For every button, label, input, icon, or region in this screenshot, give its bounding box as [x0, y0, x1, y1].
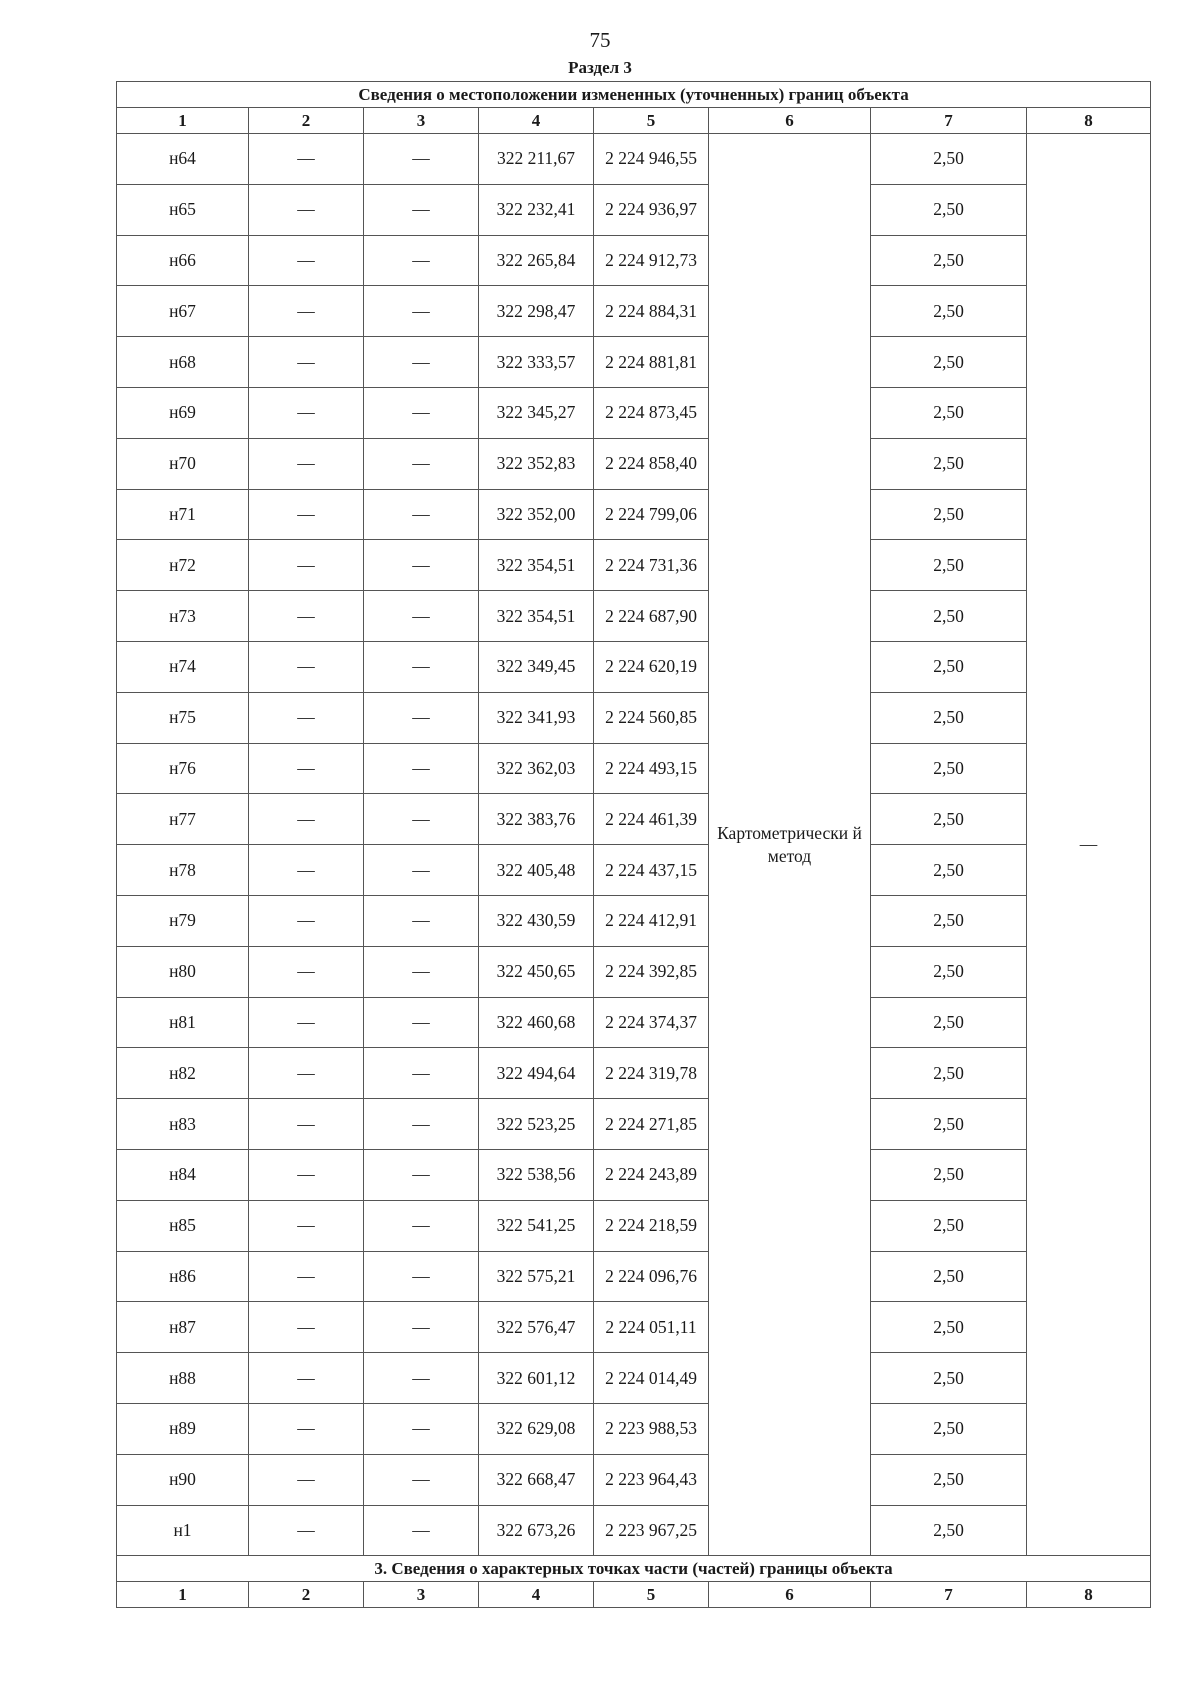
y-coordinate-cell: 2 224 243,89 — [594, 1149, 709, 1200]
table-row — [117, 845, 1151, 896]
x-coordinate-cell: 322 362,03 — [479, 743, 594, 794]
y-coordinate-cell: 2 224 493,15 — [594, 743, 709, 794]
col2-cell: — — [249, 489, 364, 540]
page-number: 75 — [589, 28, 611, 52]
col2-cell: — — [249, 794, 364, 845]
y-coordinate-cell: 2 224 051,11 — [594, 1302, 709, 1353]
x-coordinate-cell: 322 450,65 — [479, 946, 594, 997]
column-header: 3 — [364, 108, 479, 134]
col2-cell: — — [249, 946, 364, 997]
col3-cell: — — [364, 1200, 479, 1251]
boundary-points-table — [116, 81, 1151, 1608]
table-row — [117, 1200, 1151, 1251]
accuracy-cell: 2,50 — [871, 286, 1027, 337]
point-name-cell: н74 — [117, 641, 249, 692]
section-title: Раздел 3 — [568, 58, 632, 77]
col3-cell: — — [364, 337, 479, 388]
col2-cell: — — [249, 184, 364, 235]
accuracy-cell: 2,50 — [871, 692, 1027, 743]
point-name-cell: н86 — [117, 1251, 249, 1302]
table-row — [117, 895, 1151, 946]
col2-cell: — — [249, 895, 364, 946]
accuracy-cell: 2,50 — [871, 997, 1027, 1048]
col2-cell: — — [249, 286, 364, 337]
table-row — [117, 1149, 1151, 1200]
x-coordinate-cell: 322 601,12 — [479, 1353, 594, 1404]
col2-cell: — — [249, 1048, 364, 1099]
y-coordinate-cell: 2 223 988,53 — [594, 1403, 709, 1454]
col2-cell: — — [249, 1099, 364, 1150]
col3-cell: — — [364, 895, 479, 946]
point-name-cell: н1 — [117, 1505, 249, 1556]
accuracy-cell: 2,50 — [871, 1505, 1027, 1556]
col3-cell: — — [364, 1099, 479, 1150]
col2-cell: — — [249, 591, 364, 642]
col3-cell: — — [364, 997, 479, 1048]
col2-cell: — — [249, 134, 364, 185]
col3-cell: — — [364, 438, 479, 489]
accuracy-cell: 2,50 — [871, 1353, 1027, 1404]
x-coordinate-cell: 322 232,41 — [479, 184, 594, 235]
column-header: 1 — [117, 108, 249, 134]
accuracy-cell: 2,50 — [871, 641, 1027, 692]
col3-cell: — — [364, 1403, 479, 1454]
x-coordinate-cell: 322 354,51 — [479, 591, 594, 642]
x-coordinate-cell: 322 211,67 — [479, 134, 594, 185]
column-header: 4 — [479, 108, 594, 134]
method-text: Картометрически й метод — [717, 822, 862, 866]
col3-cell: — — [364, 1505, 479, 1556]
table-row — [117, 438, 1151, 489]
col3-cell: — — [364, 1302, 479, 1353]
table-row — [117, 540, 1151, 591]
table-row — [117, 337, 1151, 388]
y-coordinate-cell: 2 224 218,59 — [594, 1200, 709, 1251]
accuracy-cell: 2,50 — [871, 540, 1027, 591]
col2-cell: — — [249, 641, 364, 692]
accuracy-cell: 2,50 — [871, 1149, 1027, 1200]
y-coordinate-cell: 2 224 687,90 — [594, 591, 709, 642]
column-header: 8 — [1027, 108, 1151, 134]
col2-cell: — — [249, 235, 364, 286]
col3-cell: — — [364, 794, 479, 845]
y-coordinate-cell: 2 224 014,49 — [594, 1353, 709, 1404]
x-coordinate-cell: 322 668,47 — [479, 1454, 594, 1505]
subsection-title-row — [117, 1556, 1151, 1582]
col3-cell: — — [364, 1149, 479, 1200]
table-row — [117, 692, 1151, 743]
table-row — [117, 743, 1151, 794]
x-coordinate-cell: 322 352,00 — [479, 489, 594, 540]
table-row — [117, 1099, 1151, 1150]
point-name-cell: н83 — [117, 1099, 249, 1150]
table-row — [117, 184, 1151, 235]
y-coordinate-cell: 2 224 873,45 — [594, 387, 709, 438]
table-row — [117, 1353, 1151, 1404]
method-cell — [709, 134, 871, 1556]
col2-cell: — — [249, 438, 364, 489]
table-row — [117, 794, 1151, 845]
accuracy-cell: 2,50 — [871, 337, 1027, 388]
table-row — [117, 1403, 1151, 1454]
col3-cell: — — [364, 134, 479, 185]
col3-cell: — — [364, 845, 479, 896]
col2-cell: — — [249, 1302, 364, 1353]
table-row — [117, 489, 1151, 540]
col2-cell: — — [249, 540, 364, 591]
point-name-cell: н73 — [117, 591, 249, 642]
col2-cell: — — [249, 337, 364, 388]
col2-cell: — — [249, 692, 364, 743]
table-row — [117, 387, 1151, 438]
x-coordinate-cell: 322 541,25 — [479, 1200, 594, 1251]
x-coordinate-cell: 322 673,26 — [479, 1505, 594, 1556]
col3-cell: — — [364, 1251, 479, 1302]
accuracy-cell: 2,50 — [871, 1302, 1027, 1353]
col3-cell: — — [364, 946, 479, 997]
y-coordinate-cell: 2 224 912,73 — [594, 235, 709, 286]
table-row — [117, 591, 1151, 642]
table-row — [117, 1048, 1151, 1099]
x-coordinate-cell: 322 538,56 — [479, 1149, 594, 1200]
table-row — [117, 997, 1151, 1048]
x-coordinate-cell: 322 349,45 — [479, 641, 594, 692]
column-header: 3 — [364, 1582, 479, 1608]
y-coordinate-cell: 2 224 881,81 — [594, 337, 709, 388]
point-name-cell: н68 — [117, 337, 249, 388]
x-coordinate-cell: 322 494,64 — [479, 1048, 594, 1099]
point-name-cell: н72 — [117, 540, 249, 591]
y-coordinate-cell: 2 224 731,36 — [594, 540, 709, 591]
col3-cell: — — [364, 387, 479, 438]
column-header: 2 — [249, 108, 364, 134]
col2-cell: — — [249, 1403, 364, 1454]
point-name-cell: н69 — [117, 387, 249, 438]
y-coordinate-cell: 2 223 964,43 — [594, 1454, 709, 1505]
point-name-cell: н81 — [117, 997, 249, 1048]
x-coordinate-cell: 322 341,93 — [479, 692, 594, 743]
column-header: 2 — [249, 1582, 364, 1608]
point-name-cell: н82 — [117, 1048, 249, 1099]
point-name-cell: н84 — [117, 1149, 249, 1200]
col3-cell: — — [364, 235, 479, 286]
col2-cell: — — [249, 743, 364, 794]
y-coordinate-cell: 2 224 461,39 — [594, 794, 709, 845]
table-row — [117, 134, 1151, 185]
accuracy-cell: 2,50 — [871, 489, 1027, 540]
col2-cell: — — [249, 1505, 364, 1556]
x-coordinate-cell: 322 383,76 — [479, 794, 594, 845]
column-header: 4 — [479, 1582, 594, 1608]
point-name-cell: н87 — [117, 1302, 249, 1353]
x-coordinate-cell: 322 354,51 — [479, 540, 594, 591]
col3-cell: — — [364, 1353, 479, 1404]
y-coordinate-cell: 2 224 560,85 — [594, 692, 709, 743]
y-coordinate-cell: 2 224 858,40 — [594, 438, 709, 489]
subsection-title: 3. Сведения о характерных точках части (частей) границы объекта — [117, 1556, 1151, 1582]
col2-cell: — — [249, 1200, 364, 1251]
table-header-row — [117, 108, 1151, 134]
column-header: 7 — [871, 1582, 1027, 1608]
y-coordinate-cell: 2 223 967,25 — [594, 1505, 709, 1556]
col3-cell: — — [364, 286, 479, 337]
col2-cell: — — [249, 387, 364, 438]
y-coordinate-cell: 2 224 437,15 — [594, 845, 709, 896]
column-header: 5 — [594, 108, 709, 134]
accuracy-cell: 2,50 — [871, 1048, 1027, 1099]
y-coordinate-cell: 2 224 392,85 — [594, 946, 709, 997]
col2-cell: — — [249, 1454, 364, 1505]
col2-cell: — — [249, 1353, 364, 1404]
column-header: 7 — [871, 108, 1027, 134]
y-coordinate-cell: 2 224 936,97 — [594, 184, 709, 235]
table-title: Сведения о местоположении измененных (уточненных) границ объекта — [117, 82, 1151, 108]
col2-cell: — — [249, 845, 364, 896]
col2-cell: — — [249, 1149, 364, 1200]
column-header: 6 — [709, 108, 871, 134]
table-row — [117, 1454, 1151, 1505]
point-name-cell: н76 — [117, 743, 249, 794]
x-coordinate-cell: 322 405,48 — [479, 845, 594, 896]
col2-cell: — — [249, 1251, 364, 1302]
point-name-cell: н67 — [117, 286, 249, 337]
accuracy-cell: 2,50 — [871, 134, 1027, 185]
col3-cell: — — [364, 1454, 479, 1505]
column-header: 8 — [1027, 1582, 1151, 1608]
col3-cell: — — [364, 692, 479, 743]
y-coordinate-cell: 2 224 319,78 — [594, 1048, 709, 1099]
table-title-row — [117, 82, 1151, 108]
accuracy-cell: 2,50 — [871, 1099, 1027, 1150]
accuracy-cell: 2,50 — [871, 1403, 1027, 1454]
point-name-cell: н79 — [117, 895, 249, 946]
table-row — [117, 1251, 1151, 1302]
accuracy-cell: 2,50 — [871, 1200, 1027, 1251]
column-header: 1 — [117, 1582, 249, 1608]
accuracy-cell: 2,50 — [871, 743, 1027, 794]
table-row — [117, 235, 1151, 286]
accuracy-cell: 2,50 — [871, 591, 1027, 642]
col2-cell: — — [249, 997, 364, 1048]
point-name-cell: н89 — [117, 1403, 249, 1454]
y-coordinate-cell: 2 224 884,31 — [594, 286, 709, 337]
col3-cell: — — [364, 641, 479, 692]
point-name-cell: н70 — [117, 438, 249, 489]
table-row — [117, 1505, 1151, 1556]
point-name-cell: н77 — [117, 794, 249, 845]
accuracy-cell: 2,50 — [871, 387, 1027, 438]
table-row — [117, 946, 1151, 997]
accuracy-cell: 2,50 — [871, 1251, 1027, 1302]
y-coordinate-cell: 2 224 271,85 — [594, 1099, 709, 1150]
point-name-cell: н71 — [117, 489, 249, 540]
col3-cell: — — [364, 743, 479, 794]
point-name-cell: н65 — [117, 184, 249, 235]
col3-cell: — — [364, 1048, 479, 1099]
table-row — [117, 286, 1151, 337]
x-coordinate-cell: 322 629,08 — [479, 1403, 594, 1454]
y-coordinate-cell: 2 224 946,55 — [594, 134, 709, 185]
subsection-header-row — [117, 1582, 1151, 1608]
col3-cell: — — [364, 591, 479, 642]
accuracy-cell: 2,50 — [871, 946, 1027, 997]
accuracy-cell: 2,50 — [871, 184, 1027, 235]
col3-cell: — — [364, 184, 479, 235]
table-row — [117, 641, 1151, 692]
accuracy-cell: 2,50 — [871, 1454, 1027, 1505]
accuracy-cell: 2,50 — [871, 438, 1027, 489]
point-name-cell: н75 — [117, 692, 249, 743]
accuracy-cell: 2,50 — [871, 845, 1027, 896]
note-cell: — — [1027, 134, 1151, 1556]
accuracy-cell: 2,50 — [871, 895, 1027, 946]
y-coordinate-cell: 2 224 620,19 — [594, 641, 709, 692]
table-row — [117, 1302, 1151, 1353]
x-coordinate-cell: 322 265,84 — [479, 235, 594, 286]
x-coordinate-cell: 322 523,25 — [479, 1099, 594, 1150]
point-name-cell: н90 — [117, 1454, 249, 1505]
x-coordinate-cell: 322 298,47 — [479, 286, 594, 337]
column-header: 5 — [594, 1582, 709, 1608]
point-name-cell: н80 — [117, 946, 249, 997]
col3-cell: — — [364, 540, 479, 591]
accuracy-cell: 2,50 — [871, 235, 1027, 286]
point-name-cell: н88 — [117, 1353, 249, 1404]
accuracy-cell: 2,50 — [871, 794, 1027, 845]
y-coordinate-cell: 2 224 096,76 — [594, 1251, 709, 1302]
x-coordinate-cell: 322 333,57 — [479, 337, 594, 388]
y-coordinate-cell: 2 224 799,06 — [594, 489, 709, 540]
point-name-cell: н64 — [117, 134, 249, 185]
y-coordinate-cell: 2 224 412,91 — [594, 895, 709, 946]
column-header: 6 — [709, 1582, 871, 1608]
x-coordinate-cell: 322 345,27 — [479, 387, 594, 438]
point-name-cell: н78 — [117, 845, 249, 896]
x-coordinate-cell: 322 352,83 — [479, 438, 594, 489]
point-name-cell: н85 — [117, 1200, 249, 1251]
x-coordinate-cell: 322 430,59 — [479, 895, 594, 946]
y-coordinate-cell: 2 224 374,37 — [594, 997, 709, 1048]
col3-cell: — — [364, 489, 479, 540]
x-coordinate-cell: 322 460,68 — [479, 997, 594, 1048]
point-name-cell: н66 — [117, 235, 249, 286]
x-coordinate-cell: 322 575,21 — [479, 1251, 594, 1302]
x-coordinate-cell: 322 576,47 — [479, 1302, 594, 1353]
